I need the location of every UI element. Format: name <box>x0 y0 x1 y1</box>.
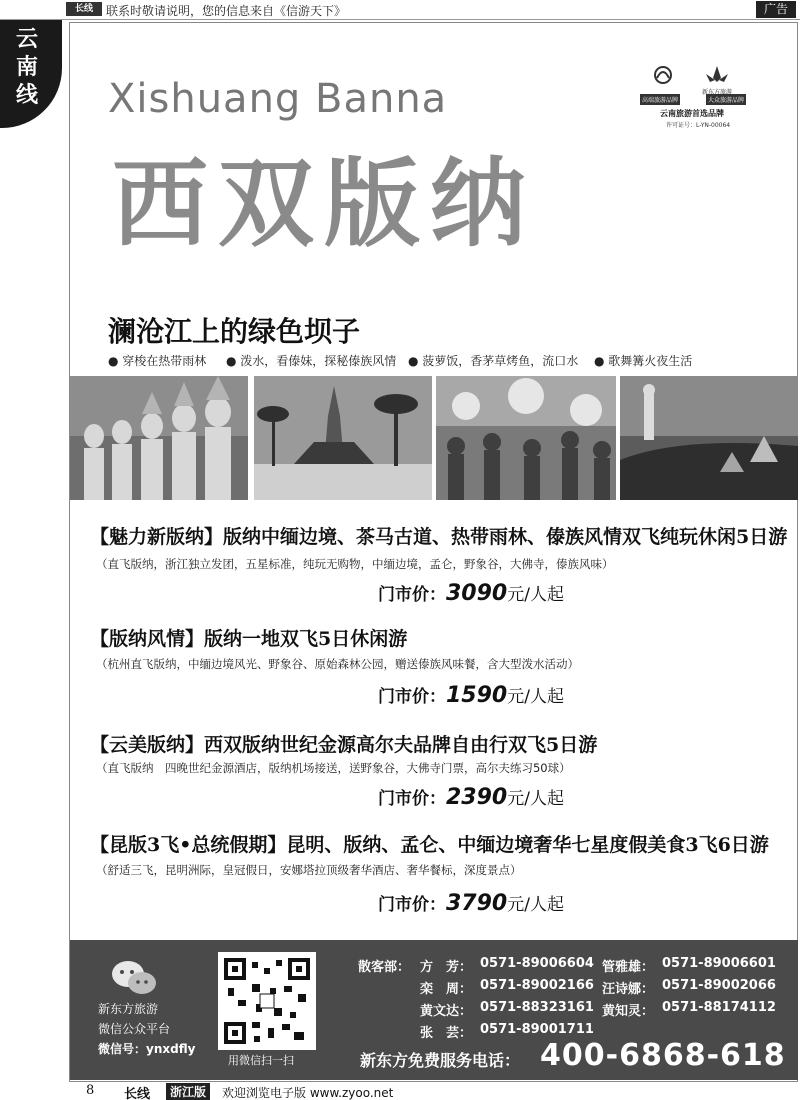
package-desc: （直飞版纳，浙江独立发团，五星标准，纯玩无购物，中缅边境，孟仑，野象谷，大佛寺，傣族风味） <box>96 557 614 571</box>
contact-name: 管雅雄： <box>602 960 655 975</box>
brand-right-label: 大众旅游品牌 <box>706 94 746 105</box>
publication-name: 长线 <box>124 1087 151 1100</box>
photo-buddha <box>620 376 798 500</box>
price-value: 1590 <box>446 683 508 708</box>
brand-emblem-icon <box>648 64 678 86</box>
feature-item: ● 泼水，看傣妹，探秘傣族风情 <box>226 354 397 368</box>
package-desc: （舒适三飞，昆明洲际，皇冠假日，安娜塔拉顶级奢华酒店、奢华餐标，深度景点） <box>96 863 522 877</box>
package-title: 【魅力新版纳】版纳中缅边境、茶马古道、热带雨林、傣族风情双飞纯玩休闲5日游 <box>90 526 788 548</box>
photo-dancers <box>70 376 248 500</box>
brand-logos <box>640 64 780 134</box>
title-english: Xishuang Banna <box>108 76 448 122</box>
contact-name: 张 芸： <box>420 1026 473 1041</box>
wechat-icon <box>110 958 158 998</box>
contact-phone: 0571-89002166 <box>480 978 594 993</box>
hotline-label: 新东方免费服务电话： <box>360 1051 521 1070</box>
publication-logo: 长线 <box>66 2 102 16</box>
contact-phone: 0571-89002066 <box>662 978 776 993</box>
hotline-number[interactable]: 400-6868-618 <box>540 1038 786 1073</box>
qr-caption: 用微信扫一扫 <box>228 1054 294 1067</box>
ad-badge: 广告 <box>756 1 796 18</box>
contact-note: 联系时敬请说明，您的信息来自《信游天下》 <box>106 4 347 18</box>
package-price <box>378 682 564 708</box>
package-price <box>378 784 564 810</box>
subtitle: 澜沧江上的绿色坝子 <box>108 315 361 348</box>
contact-name: 黄文达： <box>420 1004 473 1019</box>
package-title: 【云美版纳】西双版纳世纪金源高尔夫品牌自由行双飞5日游 <box>90 734 598 756</box>
section-tab-char: 南 <box>15 55 38 80</box>
region-badge: 浙江版 <box>166 1083 210 1100</box>
qr-code[interactable] <box>218 952 316 1050</box>
contact-name: 黄知灵： <box>602 1004 655 1019</box>
price-label: 门市价： <box>378 789 446 809</box>
price-value: 2390 <box>446 785 508 810</box>
price-value: 3790 <box>446 891 508 916</box>
price-unit: 元/人起 <box>507 895 564 915</box>
package-title: 【版纳风情】版纳一地双飞5日休闲游 <box>90 628 408 650</box>
package-price <box>378 580 564 606</box>
brand-right-name: 新东方旅游 <box>702 89 733 96</box>
contact-phone: 0571-89006601 <box>662 956 776 971</box>
price-label: 门市价： <box>378 585 446 605</box>
contact-phone: 0571-89006604 <box>480 956 594 971</box>
photo-water-festival <box>436 376 616 500</box>
section-tab-char: 线 <box>15 83 38 108</box>
brand-main: 云南旅游首选品牌 <box>660 109 724 118</box>
bottom-strip <box>0 1082 800 1100</box>
footer-panel <box>70 940 798 1080</box>
feature-text: 泼水，看傣妹，探秘傣族风情 <box>240 354 397 368</box>
wechat-line: 微信公众平台 <box>98 1022 171 1036</box>
contact-dept: 散客部： <box>358 960 411 975</box>
photo-strip <box>70 376 798 500</box>
contact-phone: 0571-88323161 <box>480 1000 594 1015</box>
feature-text: 穿梭在热带雨林 <box>122 354 207 368</box>
contact-name: 栾 周： <box>420 982 473 997</box>
top-strip <box>0 0 800 20</box>
photo-temple <box>254 376 432 500</box>
feature-item: ● 穿梭在热带雨林 <box>108 354 207 368</box>
contact-phone: 0571-89001711 <box>480 1022 594 1037</box>
section-tab <box>0 20 62 128</box>
feature-text: 歌舞篝火夜生活 <box>608 354 693 368</box>
price-label: 门市价： <box>378 687 446 707</box>
feature-item: ● 歌舞篝火夜生活 <box>594 354 693 368</box>
feature-text: 菠萝饭，香茅草烤鱼，流口水 <box>422 354 579 368</box>
contact-name: 方 芳： <box>420 960 473 975</box>
contact-name: 汪诗娜： <box>602 982 655 997</box>
contact-phone: 0571-88174112 <box>662 1000 776 1015</box>
package-desc: （直飞版纳 四晚世纪金源酒店，版纳机场接送，送野象谷，大佛寺门票，高尔夫练习50球） <box>96 761 571 775</box>
website-message[interactable]: 欢迎浏览电子版 www.zyoo.net <box>222 1086 394 1100</box>
package-price <box>378 890 564 916</box>
title-chinese: 西双版纳 <box>112 148 536 260</box>
package-desc: （杭州直飞版纳，中缅边境风光、野象谷、原始森林公园，赠送傣族风味餐，含大型泼水活动） <box>96 657 579 671</box>
price-unit: 元/人起 <box>507 585 564 605</box>
price-unit: 元/人起 <box>507 789 564 809</box>
brand-license: 许可证号：L-YN-00064 <box>666 122 731 129</box>
brand-left-label: 高端旅游品牌 <box>640 94 680 105</box>
price-unit: 元/人起 <box>507 687 564 707</box>
lotus-icon <box>702 64 732 86</box>
feature-item: ● 菠萝饭，香茅草烤鱼，流口水 <box>408 354 579 368</box>
wechat-line: 新东方旅游 <box>98 1002 159 1016</box>
page-number: 8 <box>86 1083 95 1098</box>
wechat-id: 微信号：ynxdfly <box>98 1042 196 1056</box>
package-title: 【昆版3飞•总统假期】昆明、版纳、孟仑、中缅边境奢华七星度假美食3飞6日游 <box>90 834 769 856</box>
section-tab-char: 云 <box>15 27 38 52</box>
price-label: 门市价： <box>378 895 446 915</box>
price-value: 3090 <box>446 581 508 606</box>
